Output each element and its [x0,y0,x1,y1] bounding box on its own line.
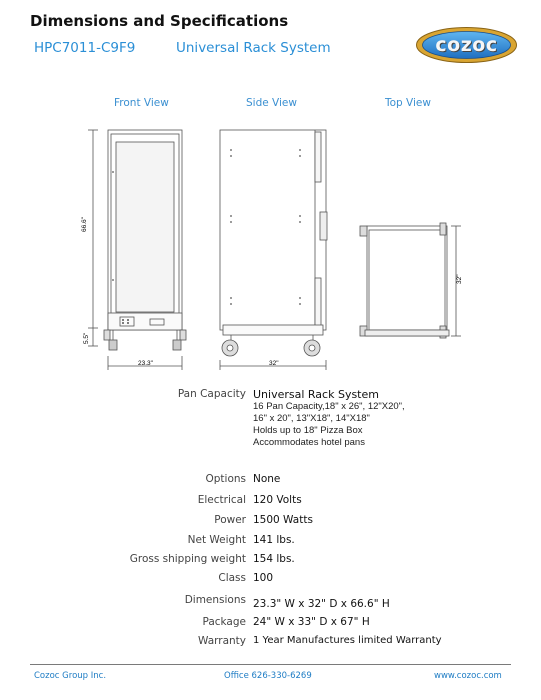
front-view-drawing [80,120,195,375]
pan-capacity-line-4: Holds up to 18" Pizza Box [253,425,363,436]
footer-company: Cozoc Group Inc. [34,671,107,681]
dimensions-value: 23.3" W x 32" D x 66.6" H [253,598,390,610]
net-weight-label: Net Weight [187,534,246,546]
net-weight-value: 141 lbs. [253,534,295,546]
front-width-dim: 23.3" [138,360,153,367]
warranty-label: Warranty [197,635,246,647]
page-title: Dimensions and Specifications [30,12,289,30]
gross-weight-label: Gross shipping weight [129,553,246,565]
side-view-drawing [205,120,340,375]
footer-website-link[interactable]: www.cozoc.com [434,671,502,681]
footer-office-phone: Office 626-330-6269 [224,671,312,681]
side-view-label: Side View [246,97,297,109]
side-width-dim: 32" [269,360,279,367]
package-value: 24" W x 33" D x 67" H [253,616,370,628]
front-caster-dim: 5.5" [83,332,90,344]
pan-capacity-line-3: 16" x 20", 13"X18", 14"X18" [253,413,370,424]
options-value: None [253,473,281,485]
front-height-dim: 66.6" [81,217,88,232]
pan-capacity-line-2: 16 Pan Capacity,18" x 26", 12"X20", [253,401,405,412]
front-view-label: Front View [114,97,169,109]
warranty-value: 1 Year Manufactures limited Warranty [253,635,442,646]
top-depth-dim: 32" [456,274,463,284]
footer-divider [30,664,511,665]
options-label: Options [205,473,246,485]
dimensions-label: Dimensions [184,594,246,606]
model-number: HPC7011-C9F9 [34,40,136,56]
pan-capacity-line-5: Accommodates hotel pans [253,437,365,448]
package-label: Package [202,616,246,628]
logo-text: cozoc [435,34,498,56]
pan-capacity-label: Pan Capacity [177,388,246,400]
power-label: Power [214,514,246,526]
power-value: 1500 Watts [253,514,313,526]
electrical-value: 120 Volts [253,494,302,506]
gross-weight-value: 154 lbs. [253,553,295,565]
pan-capacity-line-1: Universal Rack System [253,388,379,401]
top-view-drawing [355,218,465,348]
class-value: 100 [253,572,274,584]
cozoc-logo [415,26,518,64]
product-subtitle: Universal Rack System [176,40,331,56]
class-label: Class [218,572,246,584]
top-view-label: Top View [385,97,431,109]
electrical-label: Electrical [197,494,246,506]
